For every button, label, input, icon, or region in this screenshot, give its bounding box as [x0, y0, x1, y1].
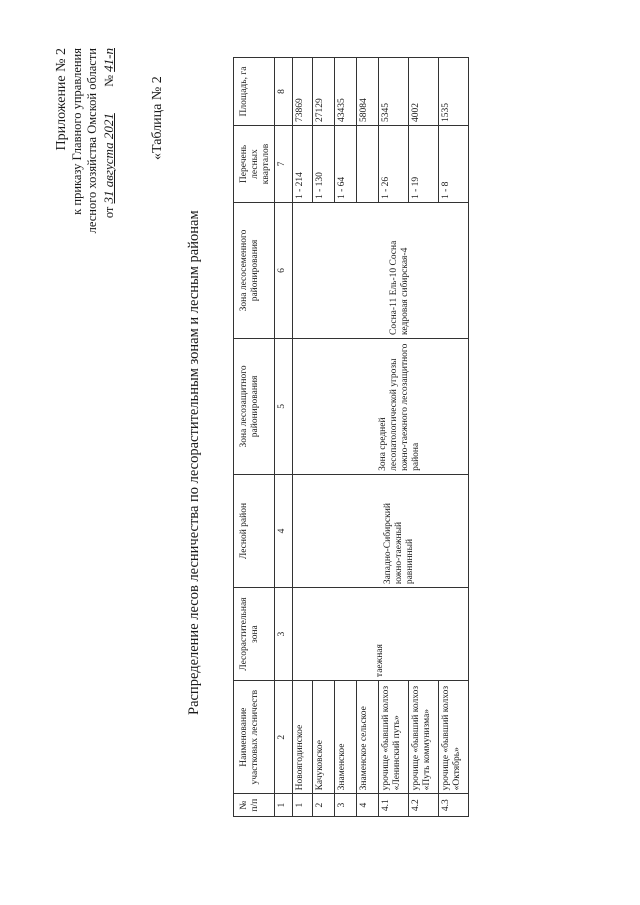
- row-number: 1: [293, 794, 313, 817]
- area: 73869: [293, 58, 313, 126]
- forest-region: Западно-Сибирский южно-таежный равнинный: [293, 474, 469, 587]
- col-number: 2: [275, 681, 293, 794]
- forest-zone: таежная: [293, 588, 469, 681]
- area: 5345: [379, 58, 409, 126]
- header-cell: Лесной район: [234, 474, 275, 587]
- col-number: 4: [275, 474, 293, 587]
- row-number: 2: [313, 794, 335, 817]
- seed-zone: Сосна-11 Ель-10 Сосна кедровая сибирская-4: [293, 203, 469, 339]
- forestry-name: Знаменское сельское: [357, 681, 379, 794]
- quarters: [357, 125, 379, 202]
- header-cell: № п/п: [234, 794, 275, 817]
- header-cell: Перечень лесных кварталов: [234, 125, 275, 202]
- appendix-number: Приложение № 2: [54, 48, 69, 151]
- row-number: 4.1: [379, 794, 409, 817]
- row-number: 3: [335, 794, 357, 817]
- col-number: 1: [275, 794, 293, 817]
- forestry-name: урочище «бывший колхоз «Путь коммунизма»: [409, 681, 439, 794]
- page-title: Распределение лесов лесничества по лесорастительным зонам и лесным районам: [186, 210, 202, 715]
- area: 27129: [313, 58, 335, 126]
- header-cell: Лесорастительная зона: [234, 588, 275, 681]
- forestry-name: Новоягодинское: [293, 681, 313, 794]
- order-number: 41-п: [100, 48, 116, 72]
- appendix-line2: к приказу Главного управления: [69, 48, 84, 215]
- row-number: 4.2: [409, 794, 439, 817]
- col-number: 6: [275, 203, 293, 339]
- appendix-header: [54, 48, 117, 233]
- order-date: 31 августа 2021: [100, 113, 116, 204]
- column-number-row: [275, 58, 293, 817]
- header-cell: Зона лесосеменного районирования: [234, 203, 275, 339]
- area: 58084: [357, 58, 379, 126]
- area: 1535: [439, 58, 469, 126]
- col-number: 8: [275, 58, 293, 126]
- row-number: 4.3: [439, 794, 469, 817]
- forestry-name: урочище «бывший колхоз «Ленинский путь»: [379, 681, 409, 794]
- row-number: 4: [357, 794, 379, 817]
- quarters: 1 - 19: [409, 125, 439, 202]
- forest-distribution-table: [233, 57, 469, 817]
- area: 43435: [335, 58, 357, 126]
- forestry-name: Качуковское: [313, 681, 335, 794]
- table-row: [293, 58, 313, 817]
- forestry-name: урочище «бывший колхоз «Октябрь»: [439, 681, 469, 794]
- col-number: 5: [275, 338, 293, 474]
- quarters: 1 - 64: [335, 125, 357, 202]
- table-label: «Таблица № 2: [150, 76, 165, 160]
- quarters: 1 - 130: [313, 125, 335, 202]
- forestry-name: Знаменское: [335, 681, 357, 794]
- table-header-row: [234, 58, 275, 817]
- header-cell: Зона лесозащитного районирования: [234, 338, 275, 474]
- col-number: 3: [275, 588, 293, 681]
- quarters: 1 - 8: [439, 125, 469, 202]
- area: 4002: [409, 58, 439, 126]
- quarters: 1 - 26: [379, 125, 409, 202]
- header-cell: Площадь, га: [234, 58, 275, 126]
- appendix-line3: лесного хозяйства Омской области: [85, 48, 99, 234]
- quarters: 1 - 214: [293, 125, 313, 202]
- header-cell: Наименование участковых лесничеств: [234, 681, 275, 794]
- forest-protection-zone: Зона средней лесопатологической угрозы южно-таежного лесозащитного района: [293, 338, 469, 474]
- appendix-line4: от 31 августа 2021 № 41-п: [100, 48, 116, 219]
- col-number: 7: [275, 125, 293, 202]
